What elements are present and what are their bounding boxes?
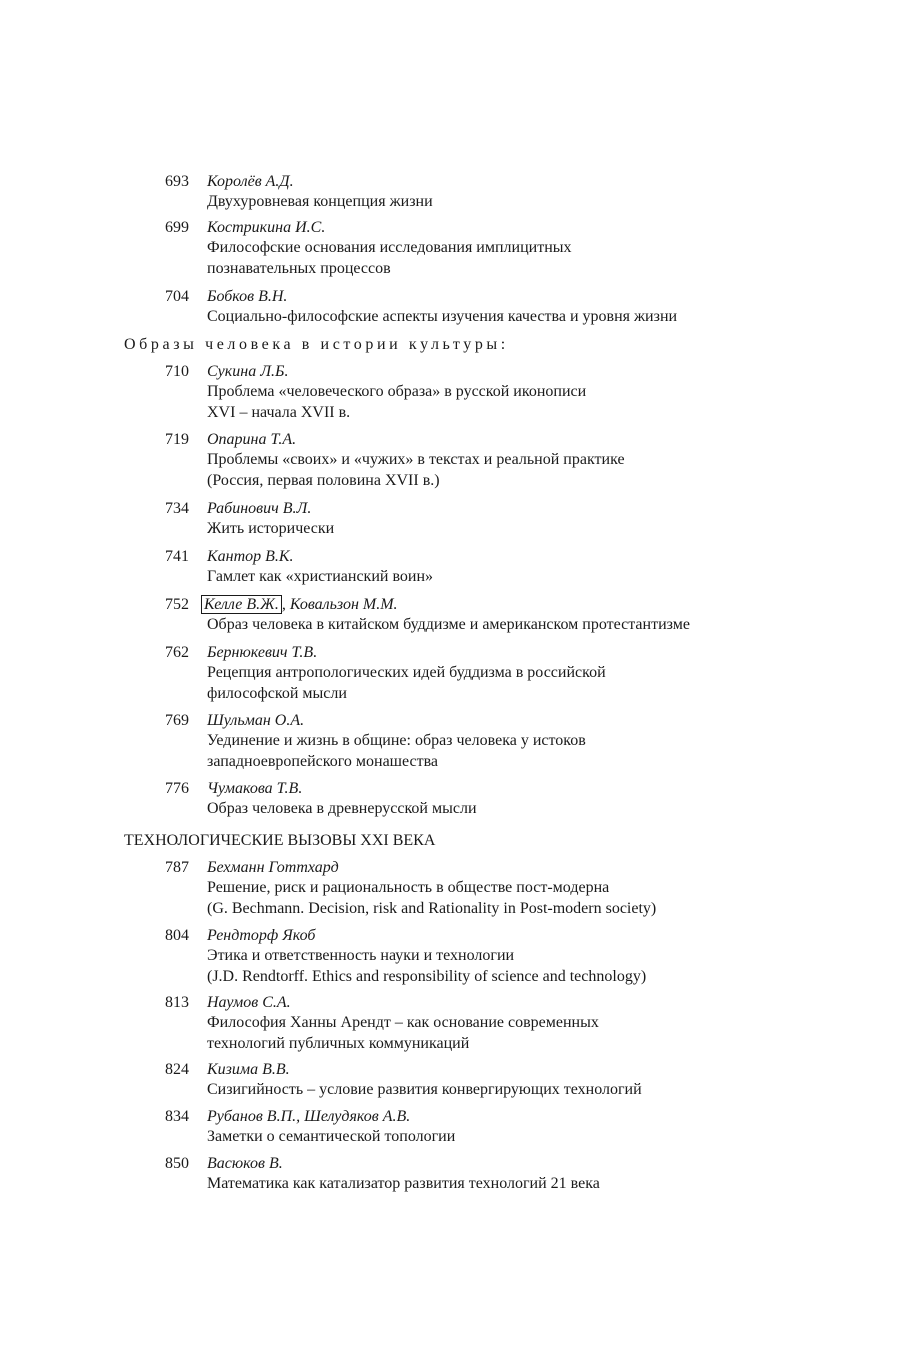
author: Бернюкевич Т.В. [207,644,318,661]
entry-title [207,615,690,636]
entry-title [207,1174,600,1195]
title-line: познавательных процессов [207,259,391,277]
author [204,595,398,615]
entry-title [207,450,625,491]
page-number: 719 [165,431,189,448]
title-line: Математика как катализатор развития технологий 21 века [207,1175,600,1192]
page-number: 741 [165,548,189,565]
author: Васюков В. [207,1155,283,1172]
page-number: 734 [165,500,189,517]
entry-title [207,1127,455,1148]
page-number: 776 [165,780,189,797]
title-line: Философские основания исследования имплицитных [207,239,572,256]
page-number: 813 [165,994,189,1011]
entry-title [207,307,677,328]
author: Рубанов В.П., Шелудяков А.В. [207,1108,411,1125]
page-number: 804 [165,927,189,944]
author: Чумакова Т.В. [207,780,303,797]
title-line: Решение, риск и рациональность в обществе пост-модерна [207,879,610,896]
page-number: 824 [165,1061,189,1078]
title-line: Образ человека в китайском буддизме и американском протестантизме [207,616,690,633]
co-author: , Ковальзон М.М. [281,596,398,613]
page-number: 762 [165,644,189,661]
title-line: Двухуровневая концепция жизни [207,193,433,210]
page-number: 699 [165,219,189,236]
section-heading: ТЕХНОЛОГИЧЕСКИЕ ВЫЗОВЫ XXI ВЕКА [124,832,436,849]
title-line: Образ человека в древнерусской мысли [207,800,477,817]
author: Рендторф Якоб [207,927,316,944]
section-heading: Образы человека в истории культуры: [124,336,509,353]
page-number: 752 [165,596,189,613]
title-line: Сизигийность – условие развития конвергирующих технологий [207,1081,642,1098]
title-line: Этика и ответственность науки и технологии [207,947,515,964]
title-line: Проблемы «своих» и «чужих» в текстах и реальной практике [207,451,625,468]
entry-title [207,946,646,987]
title-line: Рецепция антропологических идей буддизма в российской [207,664,606,681]
entry-title [207,192,433,213]
page-number: 787 [165,859,189,876]
title-line: (Россия, первая половина XVII в.) [207,471,440,489]
author: Королёв А.Д. [207,173,294,190]
author: Наумов С.А. [207,994,291,1011]
title-line: XVI – начала XVII в. [207,403,351,421]
author: Сукина Л.Б. [207,363,289,380]
page-number: 850 [165,1155,189,1172]
title-line: Гамлет как «христианский воин» [207,568,434,585]
entry-title [207,382,586,423]
author: Бехманн Готтхард [207,859,339,876]
title-line: философской мысли [207,684,347,702]
title-line: западноевропейского монашества [207,752,439,770]
author: Кизима В.В. [207,1061,290,1078]
title-line: Проблема «человеческого образа» в русской иконописи [207,383,587,400]
title-line: (G. Bechmann. Decision, risk and Rationality in Post-modern society) [207,899,657,917]
entry-title [207,878,656,919]
entry-title [207,799,477,820]
title-line: Жить исторически [207,520,335,537]
page-number: 693 [165,173,189,190]
title-line: технологий публичных коммуникаций [207,1034,470,1052]
entry-title [207,663,606,704]
entry-title [207,519,334,540]
entry-title [207,731,586,772]
entry-title [207,238,572,279]
entry-title [207,1013,599,1054]
entry-title [207,1080,642,1101]
page-number: 704 [165,288,189,305]
title-line: Социально-философские аспекты изучения качества и уровня жизни [207,308,678,325]
page-number: 834 [165,1108,189,1125]
page-number: 769 [165,712,189,729]
author: Шульман О.А. [207,712,305,729]
title-line: (J.D. Rendtorff. Ethics and responsibility of science and technology) [207,967,647,985]
author: Бобков В.Н. [207,288,288,305]
title-line: Философия Ханны Арендт – как основание современных [207,1014,599,1031]
page-number: 710 [165,363,189,380]
author: Опарина Т.А. [207,431,297,448]
author: Кантор В.К. [207,548,294,565]
highlighted-author: Келле В.Ж. [201,595,282,614]
author: Кострикина И.С. [207,219,326,236]
entry-title [207,567,433,588]
title-line: Уединение и жизнь в общине: образ человека у истоков [207,732,586,749]
title-line: Заметки о семантической топологии [207,1128,456,1145]
author: Рабинович В.Л. [207,500,312,517]
